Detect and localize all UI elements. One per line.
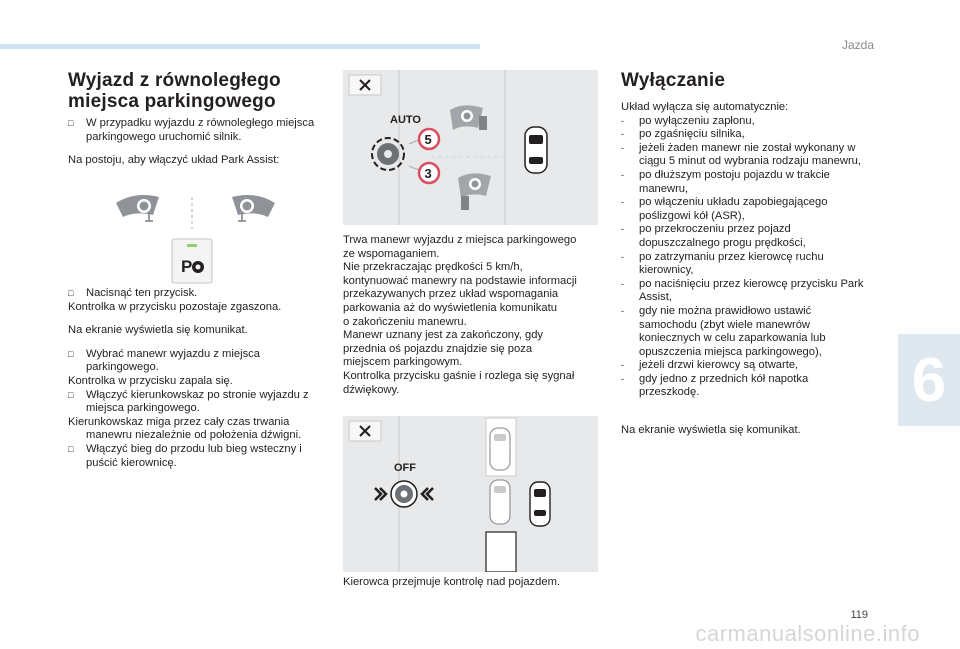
step-5-label: 5: [424, 132, 432, 147]
steering-wheel-right-icon: [232, 195, 275, 221]
caption1-line: Kontrolka przycisku gaśnie i rozlega się sygnał: [343, 369, 575, 382]
left-title: [68, 70, 281, 112]
chapter-number: 6: [911, 345, 947, 415]
steering-wheel-right-top-icon: [450, 105, 487, 130]
page-number: 119: [850, 609, 868, 621]
mode-off-label: OFF: [394, 462, 416, 474]
screen-off-illustration: [343, 416, 598, 572]
caption1-line: ze wspomaganiem.: [343, 247, 440, 260]
park-assist-illustration: [113, 187, 283, 291]
middle-caption1: [343, 234, 605, 397]
shutdown-condition: po zatrzymaniu przez kierowcę ruchu kierownicy,: [639, 250, 824, 277]
header-bar: [0, 44, 480, 49]
indicator-led: [187, 244, 197, 247]
left-body: [68, 287, 323, 470]
left-intro: [68, 117, 323, 168]
shutdown-condition: po zgaśnięciu silnika,: [639, 128, 745, 141]
steering-wheel-off-icon: [375, 481, 433, 507]
left-line4: Kierunkowskaz miga przez cały czas trwania manewru niezależnie od położenia dźwigni.: [68, 415, 302, 442]
screen-auto-panel: [343, 70, 598, 225]
park-assist-button[interactable]: [172, 239, 212, 283]
screen-off-panel: [343, 416, 598, 572]
steering-wheel-right-bottom-icon: [458, 173, 491, 210]
shutdown-condition: jeżeli drzwi kierowcy są otwarte,: [639, 359, 799, 372]
parked-car-icon: [490, 428, 510, 470]
chapter-tab: [898, 334, 960, 426]
screen-auto-illustration: [343, 70, 598, 225]
shutdown-condition: po dłuższym postoju pojazdu w trakcie manewru,: [639, 168, 830, 195]
caption1-line: Manewr uznany jest za zakończony, gdy: [343, 329, 544, 342]
section-title: Jazda: [841, 38, 874, 52]
square-bullet-icon: □: [68, 389, 74, 400]
left-para1: Na postoju, aby włączyć układ Park Assist:: [68, 154, 280, 167]
left-bullet1: W przypadku wyjazdu z równoległego miejsca parkingowego uruchomić silnik.: [86, 117, 315, 143]
square-bullet-icon: □: [68, 348, 74, 359]
middle-caption2: Kierowca przejmuje kontrolę nad pojazdem.: [343, 576, 561, 588]
left-title-line2: miejsca parkingowego: [68, 91, 276, 112]
mode-auto-label: AUTO: [390, 114, 421, 126]
left-bullet2: Nacisnąć ten przycisk.: [86, 287, 198, 299]
left-para2: Na ekranie wyświetla się komunikat.: [68, 324, 248, 337]
watermark: carmanualsonline.info: [695, 621, 920, 646]
shutdown-condition: gdy jedno z przednich kół napotka przeszkodę.: [639, 372, 809, 399]
left-line3: Kontrolka w przycisku zapala się.: [68, 374, 233, 387]
shutdown-condition: po przekroczeniu przez pojazd dopuszczalnego progu prędkości,: [639, 223, 806, 249]
shutdown-condition: po włączeniu układu zapobiegającego poślizgowi kół (ASR),: [639, 196, 828, 222]
shutdown-condition: gdy nie można prawidłowo ustawić samochodu (zbyt wiele manewrów koniecznych w celu zaparkowania lub opuszczenia miejsca parkingowego),: [639, 304, 826, 358]
right-body: Układ wyłącza się automatycznie: - po wyłączeniu zapłonu, - po zgaśnięciu silnika, - jeżeli żaden manewr nie został wykonany w ciągu 5 minut od wybrania rodzaju manewru, - po dłuższym postoju pojazdu w trakcie manewru, - po włączeniu układu zapobiegającego poślizgowi kół (ASR), - po przekroczeniu przez pojazd dopuszczalnego progu prędkości, - po zatrzymaniu przez kierowcę ruchu kierownicy, - po naciśnięciu przez kierowcę przycisku Park Assist, - gdy nie można prawidłowo ustawić samochodu (zbyt wiele manewrów koniecznych w celu zaparkowania lub opuszczenia miejsca parkingowego), - jeżeli drzwi kierowcy są otwarte, - gdy jedno z przednich kół napotka przeszkodę. Na ekranie wyświetla się komunikat.: [621, 101, 871, 438]
left-bullet5: Włączyć bieg do przodu lub bieg wsteczny i puścić kierownicę.: [86, 442, 302, 469]
shutdown-condition: po wyłączeniu zapłonu,: [639, 114, 755, 127]
step-3-label: 3: [424, 166, 432, 181]
left-bullet4: Włączyć kierunkowskaz po stronie wyjazdu z miejsca parkingowego.: [86, 388, 309, 415]
car-top-view-icon: [525, 127, 547, 173]
square-bullet-icon: □: [68, 443, 74, 454]
left-line2: Kontrolka w przycisku pozostaje zgaszona.: [68, 300, 282, 313]
right-title: Wyłączanie: [621, 70, 726, 91]
shutdown-condition: jeżeli żaden manewr nie został wykonany w ciągu 5 minut od wybrania rodzaju manewru,: [639, 141, 862, 168]
caption1-line: przekazywanych przez układ wspomagania: [343, 288, 559, 301]
parked-car-icon: [490, 480, 510, 524]
right-outro: Na ekranie wyświetla się komunikat.: [621, 424, 801, 437]
caption1-line: Trwa manewr wyjazdu z miejsca parkingowego: [343, 234, 577, 246]
button-p-label: P: [181, 257, 193, 276]
caption1-line: kontynuować manewry na podstawie informacji: [343, 274, 577, 287]
right-intro: Układ wyłącza się automatycznie:: [621, 101, 789, 113]
square-bullet-icon: □: [68, 288, 74, 298]
caption1-line: Nie przekraczając prędkości 5 km/h,: [343, 261, 523, 274]
steering-wheel-left-icon: [116, 195, 159, 221]
left-bullet3: Wybrać manewr wyjazdu z miejsca parkingowego.: [86, 347, 260, 374]
left-title-line1: Wyjazd z równoległego: [68, 70, 281, 91]
shutdown-condition: po naciśnięciu przez kierowcę przycisku Park Assist,: [639, 277, 864, 304]
square-bullet-icon: □: [68, 118, 74, 128]
car-top-view-icon: [530, 482, 550, 526]
parking-space: [486, 532, 516, 572]
caption1-line: parkowania aż do wyświetlenia komunikatu: [343, 301, 557, 314]
caption1-line: miejscem parkingowym.: [343, 356, 463, 369]
caption1-line: dźwiękowy.: [343, 383, 400, 396]
caption1-line: przednia oś pojazdu znajdzie się poza: [343, 342, 533, 355]
caption1-line: o zakończeniu manewru.: [343, 315, 467, 328]
